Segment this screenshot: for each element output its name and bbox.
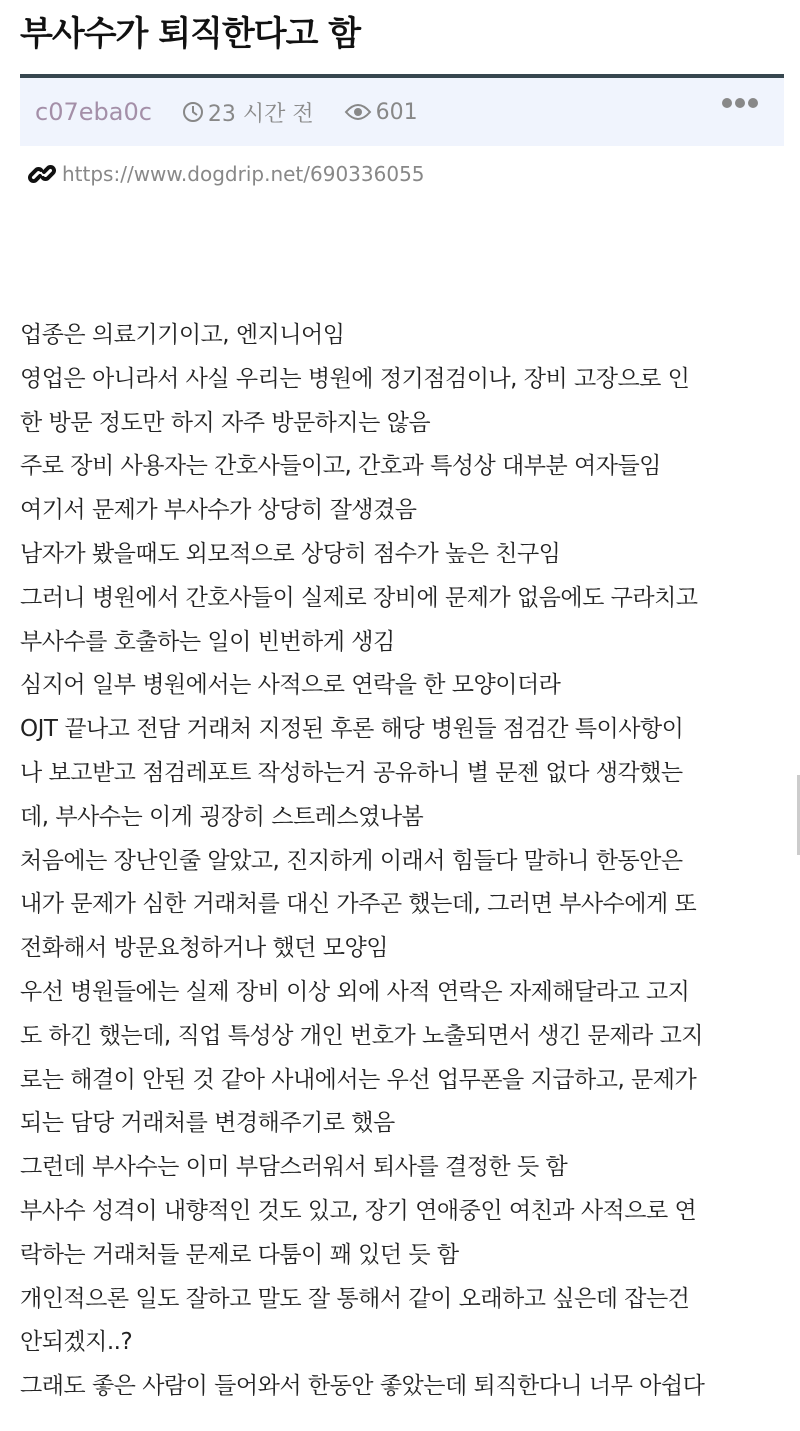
content-line: 로는 해결이 안된 것 같아 사내에서는 우선 업무폰을 지급하고, 문제가 xyxy=(20,1066,697,1093)
post-views xyxy=(344,100,418,125)
post-link[interactable] xyxy=(28,160,425,188)
content-line: 안되겠지..? xyxy=(20,1329,133,1356)
content-line: 그래도 좋은 사람이 들어와서 한동안 좋았는데 퇴직한다니 너무 아쉽다 xyxy=(20,1373,705,1400)
time-text: 23 시간 전 xyxy=(207,101,314,127)
post-content xyxy=(20,314,790,1409)
post-time xyxy=(182,97,314,128)
content-line: 부사수 성격이 내향적인 것도 있고, 장기 연애중인 여친과 사적으로 연 xyxy=(20,1197,697,1224)
eye-icon xyxy=(344,102,372,122)
views-count: 601 xyxy=(375,99,418,125)
content-line: 처음에는 장난인줄 알았고, 진지하게 이래서 힘들다 말하니 한동안은 xyxy=(20,847,683,874)
content-line: 되는 담당 거래처를 변경해주기로 했음 xyxy=(20,1110,395,1137)
content-line: 락하는 거래처들 문제로 다툼이 꽤 있던 듯 함 xyxy=(20,1241,459,1268)
content-line: 그런데 부사수는 이미 부담스러워서 퇴사를 결정한 듯 함 xyxy=(20,1154,568,1181)
url-text: https://www.dogdrip.net/690336055 xyxy=(62,162,425,186)
post-meta-bar xyxy=(20,74,784,146)
content-line: 전화해서 방문요청하거나 했던 모양임 xyxy=(20,935,388,962)
content-line: 업종은 의료기기이고, 엔지니어임 xyxy=(20,322,345,348)
content-line: 남자가 봤을때도 외모적으로 상당히 점수가 높은 친구임 xyxy=(20,540,561,567)
content-line: 영업은 아니라서 사실 우리는 병원에 정기점검이나, 장비 고장으로 인 xyxy=(20,365,690,392)
content-line: 그러니 병원에서 간호사들이 실제로 장비에 문제가 없음에도 구라치고 xyxy=(20,584,698,611)
content-line: 개인적으론 일도 잘하고 말도 잘 통해서 같이 오래하고 싶은데 잡는건 xyxy=(20,1285,690,1312)
content-line: 우선 병원들에는 실제 장비 이상 외에 사적 연락은 자제해달라고 고지 xyxy=(20,978,690,1005)
content-line: 도 하긴 했는데, 직업 특성상 개인 번호가 노출되면서 생긴 문제라 고지 xyxy=(20,1022,704,1049)
content-line: 한 방문 정도만 하지 자주 방문하지는 않음 xyxy=(20,409,431,436)
content-line: 부사수를 호출하는 일이 빈번하게 생김 xyxy=(20,628,395,655)
clock-icon xyxy=(182,101,204,123)
content-line: 내가 문제가 심한 거래처를 대신 가주곤 했는데, 그러면 부사수에게 또 xyxy=(20,891,697,918)
content-line: OJT 끝나고 전담 거래처 지정된 후론 해당 병원들 점검간 특이사항이 xyxy=(20,716,684,743)
content-line: 데, 부사수는 이게 굉장히 스트레스였나봄 xyxy=(20,803,424,830)
content-line: 여기서 문제가 부사수가 상당히 잘생겼음 xyxy=(20,497,417,524)
content-line: 나 보고받고 점검레포트 작성하는거 공유하니 별 문젠 없다 생각했는 xyxy=(20,759,683,786)
author-name[interactable]: c07eba0c xyxy=(35,98,152,126)
link-icon xyxy=(28,160,56,188)
content-line: 주로 장비 사용자는 간호사들이고, 간호과 특성상 대부분 여자들임 xyxy=(20,453,661,480)
content-line: 심지어 일부 병원에서는 사적으로 연락을 한 모양이더라 xyxy=(20,672,561,699)
post-title: 부사수가 퇴직한다고 함 xyxy=(20,14,361,54)
more-options-icon[interactable] xyxy=(722,98,758,108)
